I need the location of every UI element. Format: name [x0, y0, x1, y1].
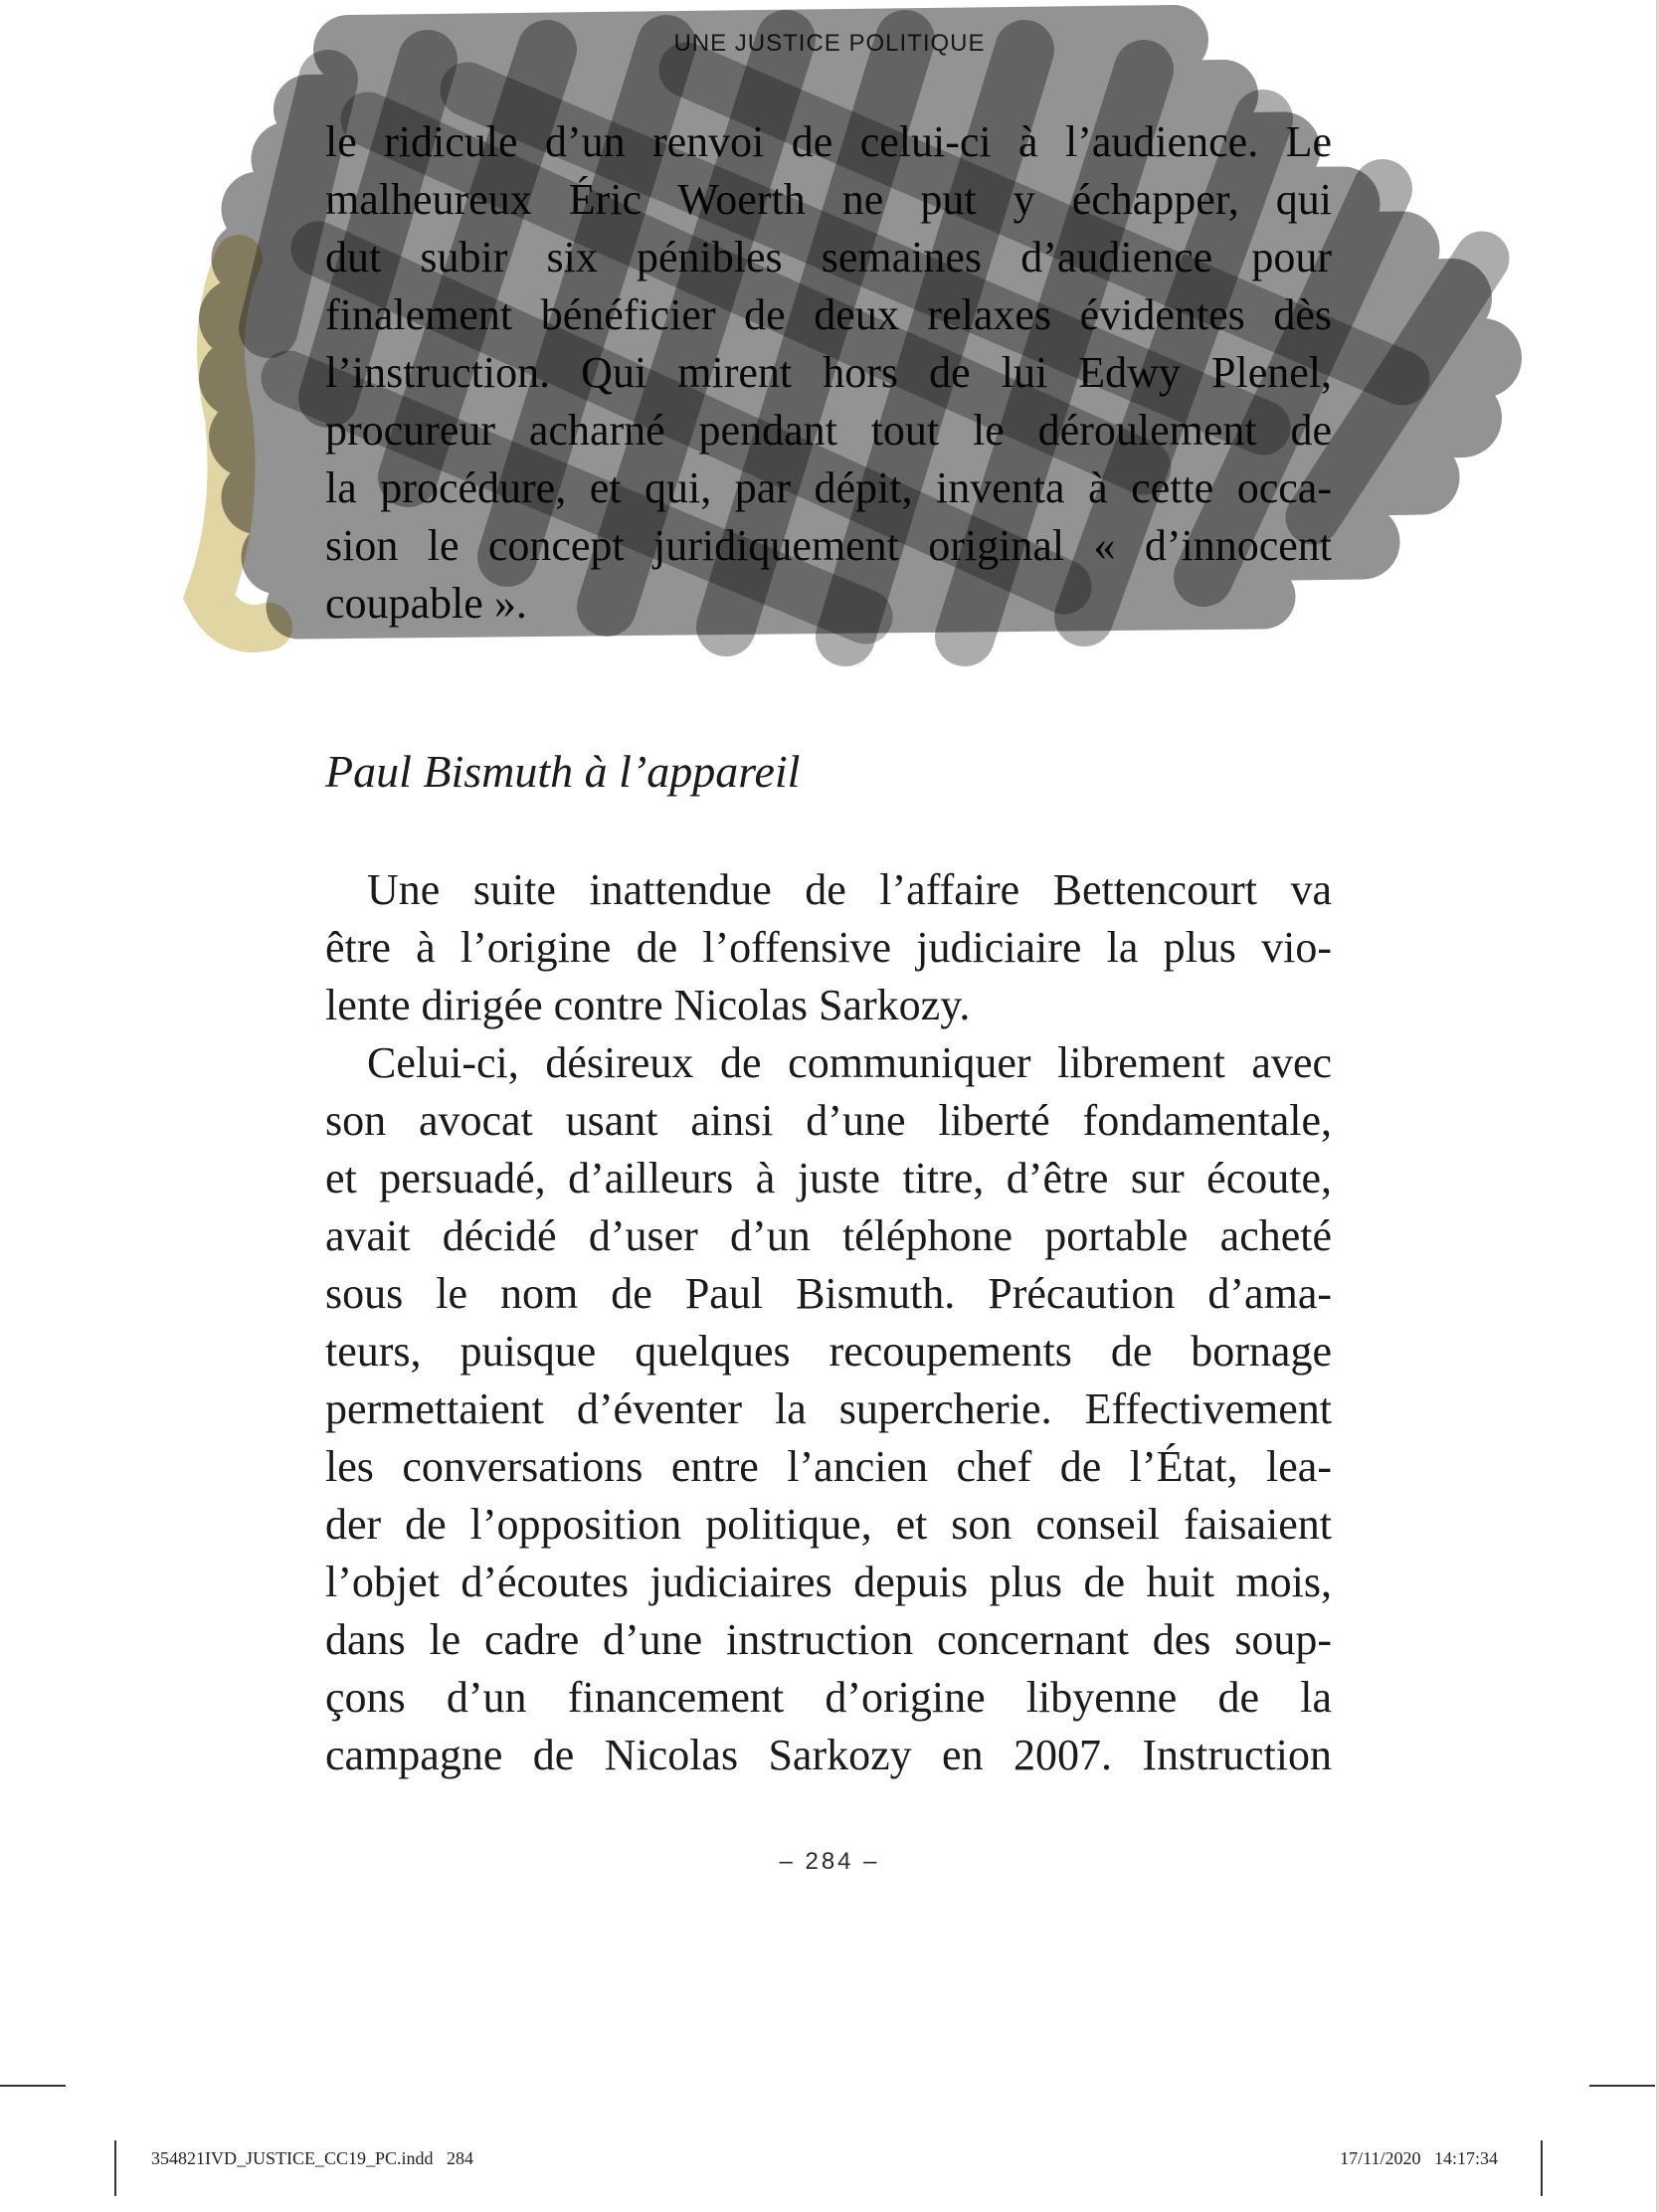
body-line: les conversations entre l’ancien chef de l’État, lea- [325, 1442, 1332, 1491]
crop-mark-bottom-left [114, 2140, 116, 2196]
slug-timestamp: 17/11/2020 14:17:34 [1340, 2148, 1498, 2168]
body-line: avait décidé d’user d’un téléphone portable acheté [325, 1211, 1332, 1260]
body-line: et persuadé, d’ailleurs à juste titre, d’être sur écoute, [325, 1154, 1332, 1202]
redacted-line: le ridicule d’un renvoi de celui-ci à l’audience. Le [325, 117, 1332, 166]
body-line: être à l’origine de l’offensive judiciaire la plus vio- [325, 923, 1332, 972]
crop-mark-right [1589, 2085, 1655, 2087]
redacted-line: dut subir six pénibles semaines d’audience pour [325, 233, 1332, 281]
body-line: campagne de Nicolas Sarkozy en 2007. Instruction [325, 1731, 1332, 1779]
redacted-line: l’instruction. Qui mirent hors de lui Edwy Plenel, [325, 348, 1332, 397]
redacted-line: sion le concept juridiquement original « d’innocent [325, 521, 1332, 570]
slug-filename: 354821IVD_JUSTICE_CC19_PC.indd 284 [151, 2148, 474, 2168]
body-line: Celui-ci, désireux de communiquer librement avec [367, 1038, 1332, 1087]
redacted-line: malheureux Éric Woerth ne put y échapper, qui [325, 175, 1332, 224]
page-number: – 284 – [779, 1848, 880, 1875]
crop-mark-left [0, 2085, 66, 2087]
body-line: dans le cadre d’une instruction concernant des soup- [325, 1615, 1332, 1664]
redacted-line: procureur acharné pendant tout le déroulement de [325, 406, 1332, 455]
section-heading: Paul Bismuth à l’appareil [325, 746, 801, 797]
body-text [325, 861, 1332, 1784]
redacted-line: finalement bénéficier de deux relaxes évidentes dès [325, 290, 1332, 339]
redacted-paragraph [325, 113, 1332, 633]
crop-mark-bottom-right [1541, 2140, 1543, 2196]
body-line: sous le nom de Paul Bismuth. Précaution d’ama- [325, 1269, 1332, 1318]
body-line: der de l’opposition politique, et son conseil faisaient [325, 1500, 1332, 1549]
running-head: UNE JUSTICE POLITIQUE [673, 30, 986, 57]
body-line: çons d’un financement d’origine libyenne de la [325, 1673, 1332, 1722]
body-line: teurs, puisque quelques recoupements de bornage [325, 1327, 1332, 1376]
body-line: Une suite inattendue de l’affaire Bettencourt va [367, 865, 1332, 914]
body-line: lente dirigée contre Nicolas Sarkozy. [325, 981, 971, 1029]
body-line: son avocat usant ainsi d’une liberté fondamentale, [325, 1096, 1332, 1145]
redacted-line: coupable ». [325, 579, 527, 628]
redacted-line: la procédure, et qui, par dépit, inventa à cette occa- [325, 463, 1332, 512]
body-line: permettaient d’éventer la supercherie. Effectivement [325, 1384, 1332, 1433]
body-line: l’objet d’écoutes judiciaires depuis plus de huit mois, [325, 1558, 1332, 1606]
